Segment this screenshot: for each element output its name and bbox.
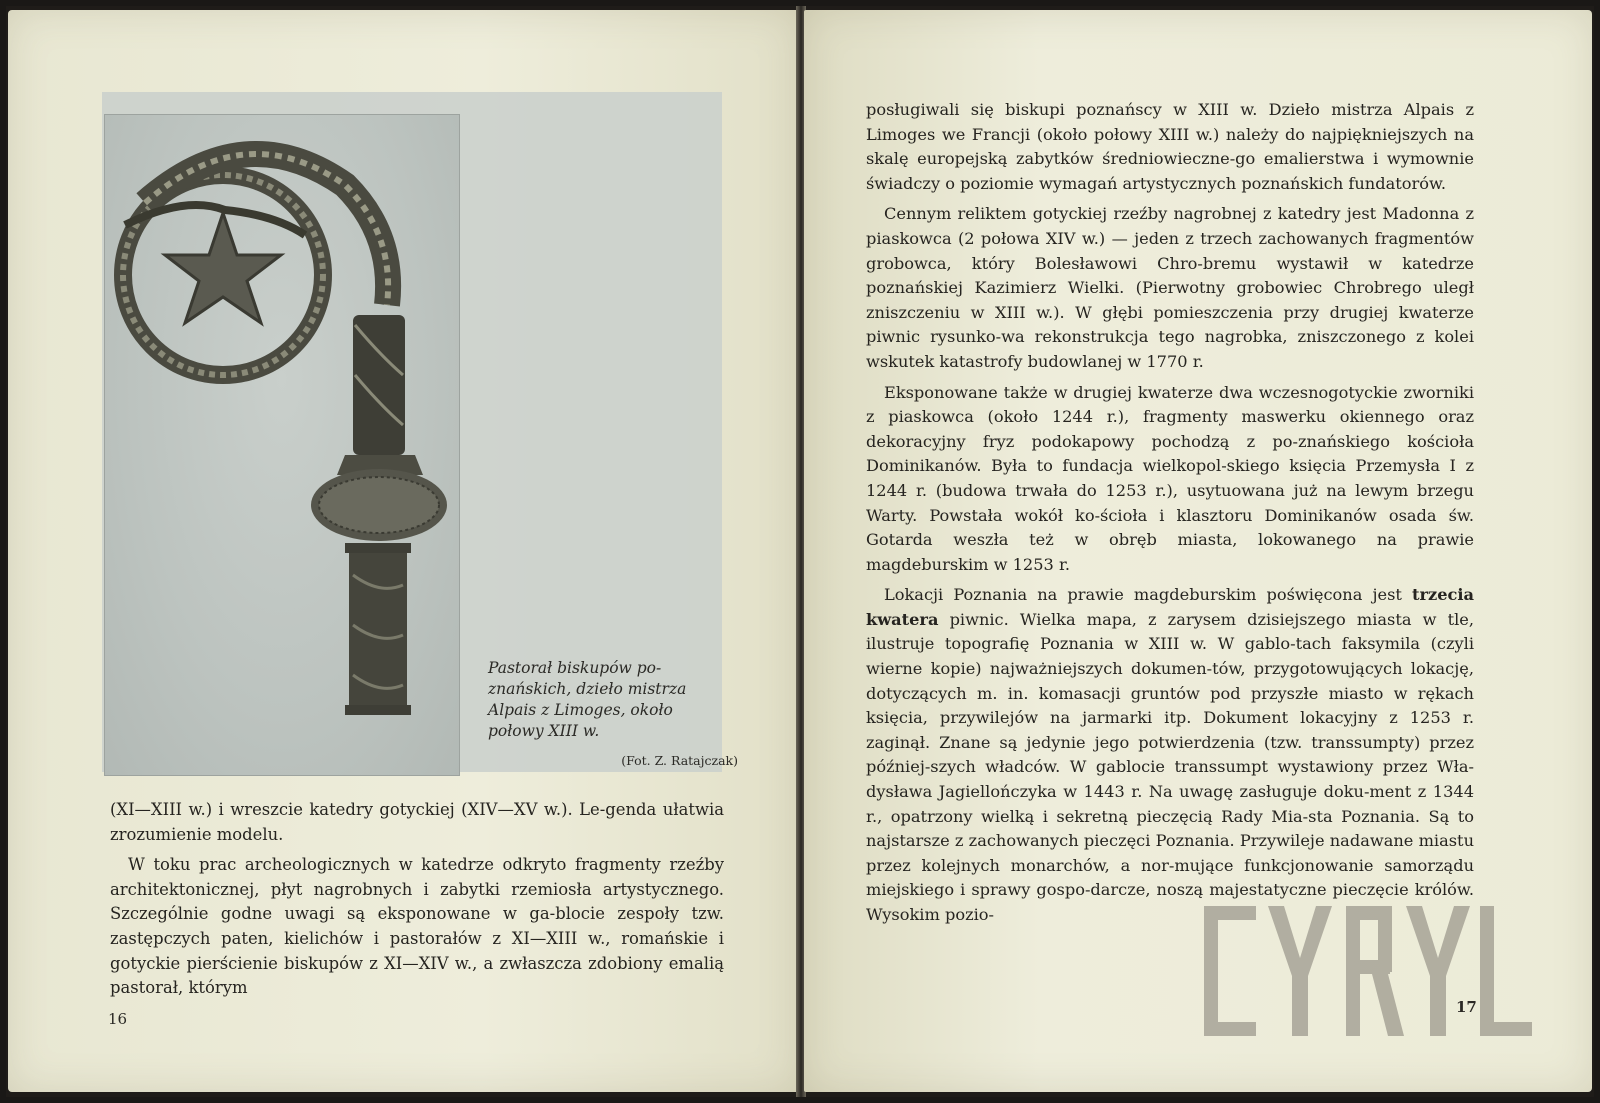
caption-line: Alpais z Limoges, około <box>488 701 673 719</box>
page-number: 16 <box>108 1010 128 1028</box>
paragraph: Eksponowane także w drugiej kwaterze dwa wczesnogotyckie zworniki z piaskowca (około 1244 r.), fragmenty maswerku okiennego oraz dekoracyjny fryz podokapowy pochodzą z po-znańskiego kościoła Dominikanów. Była to fundacja wielkopol-skiego księcia Przemysła I z 1244 r. (budowa trwała do 1253 r.), usytuowana już na lewym brzegu Warty. Powstała wokół ko-ścioła i klasztoru Dominikanów osada św. Gotarda weszła też w obręb miasta, lokowanego na prawie magdeburskim w 1253 r. <box>866 382 1474 574</box>
cyryl-watermark-logo <box>1196 898 1536 1048</box>
paragraph: W toku prac archeologicznych w katedrze odkryto fragmenty rzeźby architektonicznej, płyt nagrobnych i zabytki rzemiosła artystycznego. Szczególnie godne uwagi są eksponowane w ga-blocie zespoły tzw. zastępczych paten, kielichów i pastorałów z XI—XIII w., romańskie i gotyckie pierścienie biskupów z XI—XIV w., a zwłaszcza zdobiony emalią pastorał, którym <box>110 855 724 998</box>
left-page <box>8 10 798 1092</box>
photo-caption <box>488 658 738 742</box>
photo-credit: (Fot. Z. Ratajczak) <box>621 753 738 768</box>
left-body-text <box>110 798 724 1001</box>
emphasis: trzecia kwatera <box>866 585 1474 629</box>
page-number: 17 <box>1456 998 1477 1016</box>
paragraph: (XI—XIII w.) i wreszcie katedry gotyckiej (XIV—XV w.). Le-genda ułatwia zrozumienie modelu. <box>110 800 724 844</box>
caption-line: Pastorał biskupów po- <box>488 659 662 677</box>
crozier-illustration <box>105 115 459 775</box>
book-spread <box>6 6 1594 1097</box>
right-body-text <box>866 98 1474 928</box>
caption-line: połowy XIII w. <box>488 722 600 740</box>
paragraph <box>866 583 1474 927</box>
paragraph-rest: piwnic. Wielka mapa, z zarysem dzisiejszego miasta w tle, ilustruje topografię Poznania w XIII w. W gablo-tach faksymila (czyli wierne kopie) najważniejszych dokumen-tów, przygotowujących lokację, dotyczących m. in. komasacji gruntów pod przyszłe miasto w rękach księcia, przywilejów na jarmarki itp. Dokument lokacyjny z 1253 r. zaginął. Znane są jedynie jego potwierdzenia (tzw. transsumpty) przez później-szych władców. W gablocie transsumpt wystawiony przez Wła-dysława Jagiellończyka w 1443 r. Na uwagę zasługuje doku-ment z 1344 r., opatrzony wielką i sekretną pieczęcią Rady Mia-sta Poznania. Są to najstarsze z zachowanych pieczęci Poznania. Przywileje nadawane miastu przez kolejnych monarchów, a nor-mujące funkcjonowanie samorządu miejskiego i sprawy gospo-darcze, noszą majestatyczne pieczęcie królów. Wysokim pozio- <box>866 609 1474 924</box>
paragraph: posługiwali się biskupi poznańscy w XIII w. Dzieło mistrza Alpais z Limoges we Francji (około połowy XIII w.) należy do najpiękniejszych na skalę europejską zabytków średniowieczne-go emalierstwa i wymownie świadczy o poziomie wymagań artystycznych poznańskich fundatorów. <box>866 100 1474 193</box>
paragraph: Cennym reliktem gotyckiej rzeźby nagrobnej z katedry jest Madonna z piaskowca (2 połowa XIV w.) — jeden z trzech zachowanych fragmentów grobowca, który Bolesławowi Chro-bremu wystawił w katedrze poznańskiej Kazimierz Wielki. (Pierwotny grobowiec Chrobrego uległ zniszczeniu w XIII w.). W głębi pomieszczenia przy drugiej kwaterze piwnic rysunko-wa rekonstrukcja tego nagrobka, zniszczonego z kolei wskutek katastrofy budowlanej w 1770 r. <box>866 204 1474 371</box>
paragraph-start: Lokacji Poznania na prawie magdeburskim poświęcona jest <box>884 585 1402 605</box>
caption-line: znańskich, dzieło mistrza <box>488 680 687 698</box>
crozier-photo <box>104 114 460 776</box>
